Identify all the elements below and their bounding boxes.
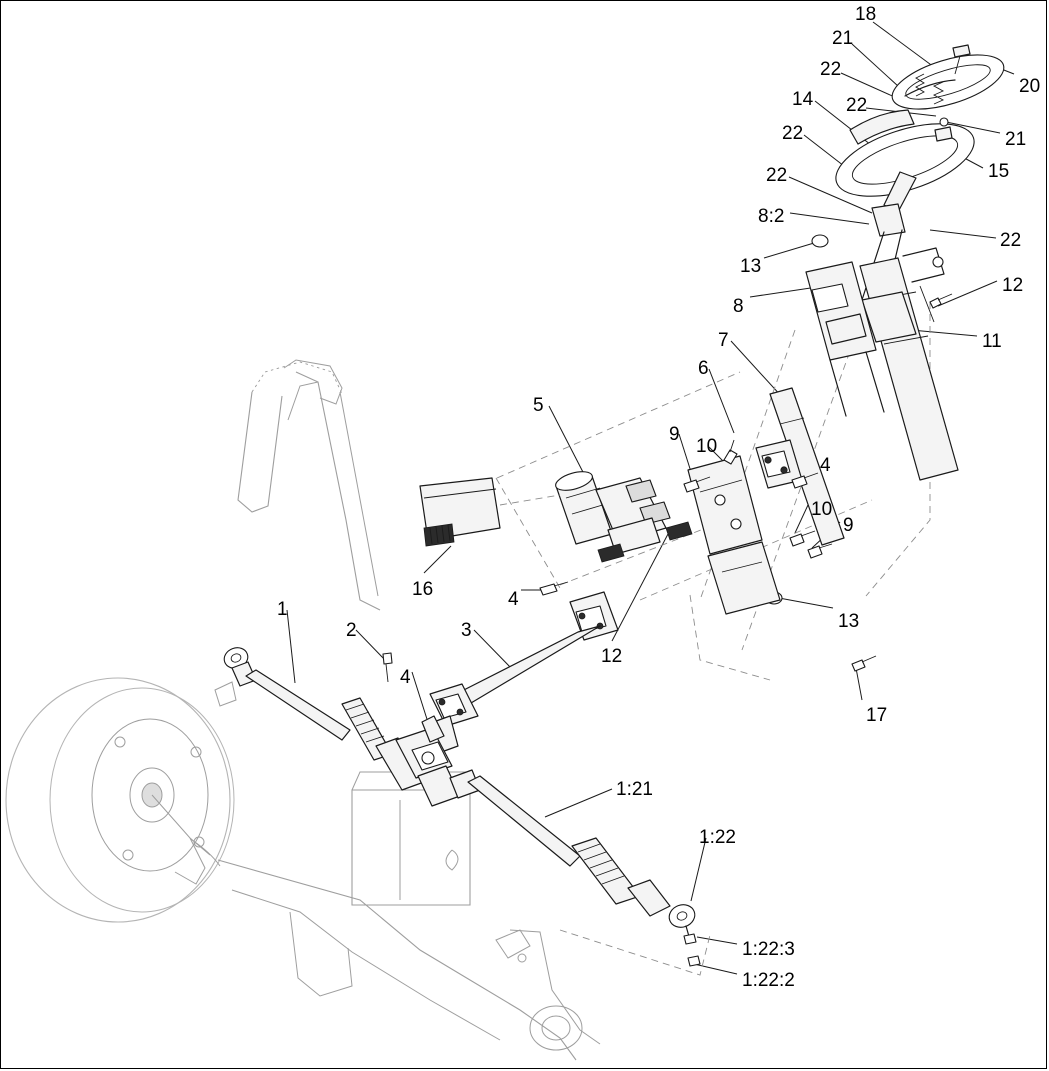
callout-15: 15 bbox=[988, 161, 1010, 182]
callout-6: 6 bbox=[698, 358, 709, 379]
callout-8-2: 8:2 bbox=[758, 206, 785, 227]
callout-5: 5 bbox=[533, 395, 544, 416]
callout-9-upper: 9 bbox=[669, 424, 680, 445]
callout-4-right: 4 bbox=[820, 455, 831, 476]
callout-17: 17 bbox=[866, 705, 888, 726]
callout-20: 20 bbox=[1019, 76, 1041, 97]
callout-12-top: 12 bbox=[1002, 275, 1024, 296]
callout-4-mid: 4 bbox=[508, 589, 519, 610]
callout-9-lower: 9 bbox=[843, 515, 854, 536]
callout-4-left: 4 bbox=[400, 667, 411, 688]
intermediate-shaft-group bbox=[428, 589, 618, 754]
callout-2: 2 bbox=[346, 620, 357, 641]
callout-1-21: 1:21 bbox=[616, 779, 653, 800]
callout-22-d: 22 bbox=[766, 165, 788, 186]
steering-wheel-group bbox=[827, 44, 1010, 212]
callout-18: 18 bbox=[855, 4, 877, 25]
callout-16: 16 bbox=[412, 579, 434, 600]
callout-1-22-2: 1:22:2 bbox=[742, 970, 795, 991]
callout-22-e: 22 bbox=[1000, 230, 1022, 251]
callout-8: 8 bbox=[733, 296, 744, 317]
phantom-chassis-outline bbox=[496, 302, 930, 975]
callout-13-top: 13 bbox=[740, 256, 762, 277]
callout-10-upper: 10 bbox=[696, 436, 718, 457]
steering-motor-group bbox=[420, 468, 692, 562]
callout-1: 1 bbox=[277, 599, 288, 620]
callout-21-top: 21 bbox=[832, 28, 854, 49]
steering-rack-group bbox=[221, 579, 876, 966]
callout-3: 3 bbox=[461, 620, 472, 641]
callout-21-mid: 21 bbox=[1005, 129, 1027, 150]
callout-22-a: 22 bbox=[820, 59, 842, 80]
callout-7: 7 bbox=[718, 330, 729, 351]
callout-12-lower: 12 bbox=[601, 646, 623, 667]
callout-14: 14 bbox=[792, 89, 814, 110]
callout-22-b: 22 bbox=[846, 95, 868, 116]
callout-1-22-3: 1:22:3 bbox=[742, 939, 795, 960]
callout-13-lower: 13 bbox=[838, 611, 860, 632]
callout-11: 11 bbox=[982, 331, 1002, 352]
callout-10-lower: 10 bbox=[811, 499, 833, 520]
callout-1-22: 1:22 bbox=[699, 827, 736, 848]
callout-22-c: 22 bbox=[782, 123, 804, 144]
